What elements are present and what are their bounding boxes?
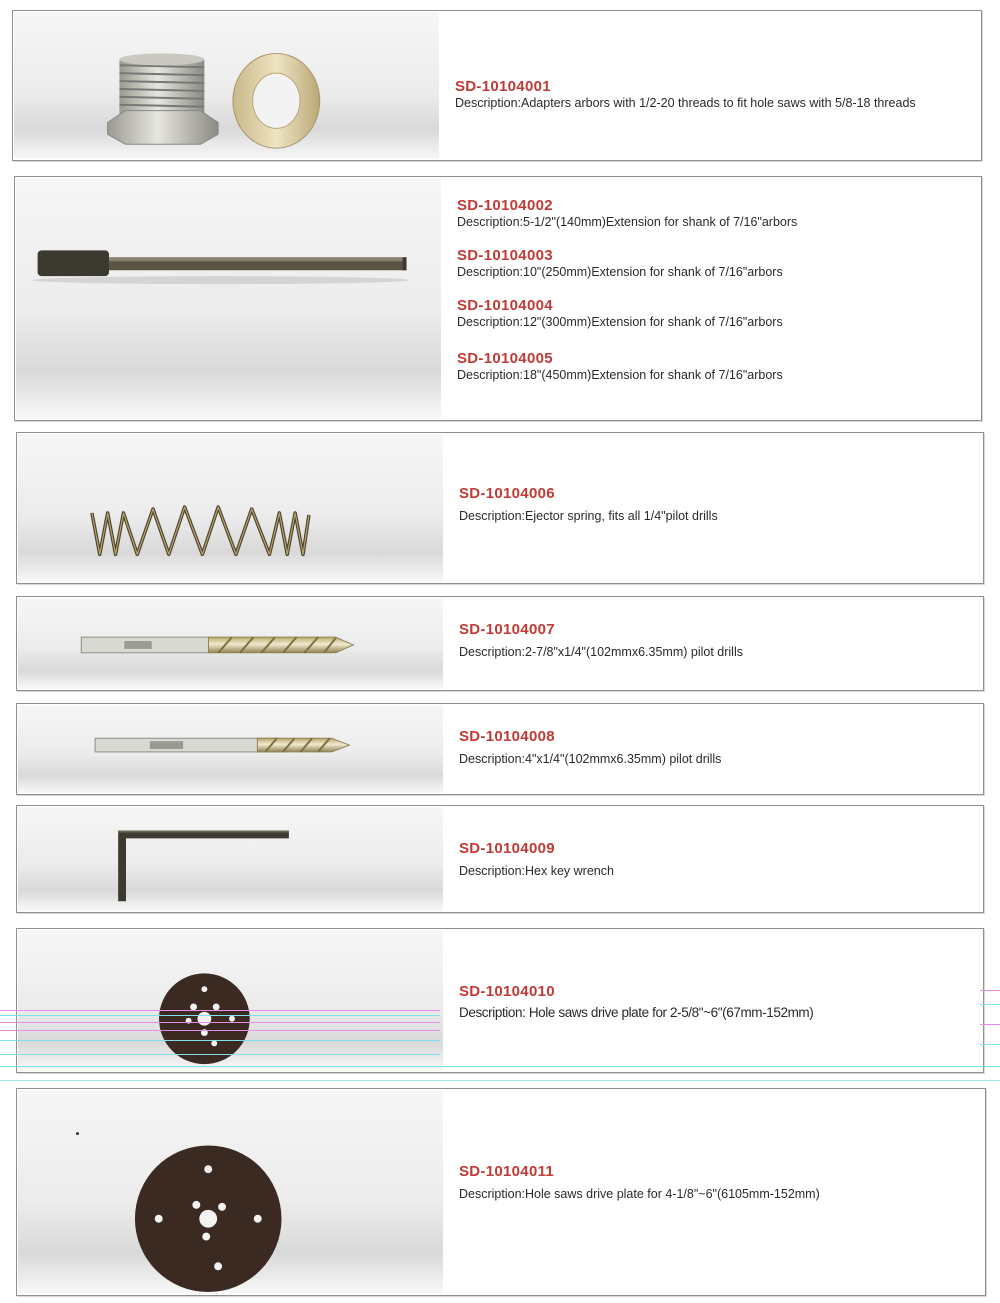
- scan-artifact-line: [0, 1080, 1000, 1081]
- pilot-drill-long-icon: [18, 705, 443, 793]
- product-code: SD-10104005: [457, 350, 553, 367]
- product-description: Description:Hex key wrench: [459, 864, 614, 878]
- ejector-spring-icon: [18, 434, 443, 582]
- product-description: Description:18"(450mm)Extension for shank of 7/16"arbors: [457, 368, 783, 382]
- product-code: SD-10104001: [455, 78, 551, 95]
- product-card-hex-key: [16, 805, 984, 913]
- adapter-arbor-nut-and-washer-icon: [14, 12, 439, 159]
- product-description: Description:Hole saws drive plate for 4-1/8"~6"(6105mm-152mm): [459, 1187, 820, 1201]
- product-code: SD-10104008: [459, 728, 555, 745]
- large-drive-plate-icon: [18, 1090, 443, 1294]
- hex-key-wrench-icon: [18, 807, 443, 911]
- product-code: SD-10104004: [457, 297, 553, 314]
- product-card-large-drive-plate: [16, 1088, 986, 1296]
- product-code: SD-10104003: [457, 247, 553, 264]
- product-description: Description:Ejector spring, fits all 1/4"pilot drills: [459, 509, 718, 523]
- product-card-pilot-drill-long: [16, 703, 984, 795]
- product-code: SD-10104011: [459, 1163, 555, 1180]
- extension-shank-rod-icon: [16, 178, 441, 419]
- product-code: SD-10104009: [459, 840, 555, 857]
- product-description: Description:4"x1/4"(102mmx6.35mm) pilot drills: [459, 752, 722, 766]
- small-drive-plate-icon: [18, 930, 443, 1071]
- pilot-drill-short-icon: [18, 598, 443, 689]
- product-card-spring: [16, 432, 984, 584]
- product-card-adapter: [12, 10, 982, 161]
- product-card-extensions: [14, 176, 982, 421]
- product-description: Description:12"(300mm)Extension for shank of 7/16"arbors: [457, 315, 783, 329]
- product-description: Description:5-1/2"(140mm)Extension for shank of 7/16"arbors: [457, 215, 798, 229]
- product-code: SD-10104010: [459, 983, 555, 1000]
- product-description: Description:10"(250mm)Extension for shank of 7/16"arbors: [457, 265, 783, 279]
- product-card-small-drive-plate: [16, 928, 984, 1073]
- product-description: Description:2-7/8"x1/4"(102mmx6.35mm) pilot drills: [459, 645, 743, 659]
- product-code: SD-10104007: [459, 621, 555, 638]
- product-description: Description:Adapters arbors with 1/2-20 threads to fit hole saws with 5/8-18 threads: [455, 96, 916, 110]
- product-description: Description: Hole saws drive plate for 2-5/8"~6"(67mm-152mm): [459, 1005, 814, 1020]
- product-card-pilot-drill-short: [16, 596, 984, 691]
- product-code: SD-10104006: [459, 485, 555, 502]
- product-code: SD-10104002: [457, 197, 553, 214]
